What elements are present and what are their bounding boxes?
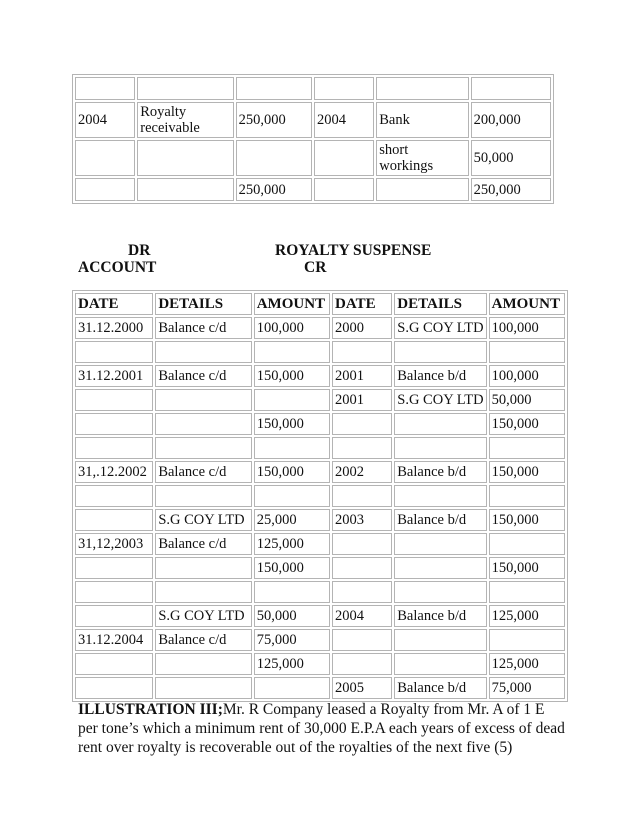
table2-row — [75, 413, 565, 435]
table2-cell: 2002 — [332, 461, 392, 483]
table1-cell — [137, 77, 233, 100]
table2-cell — [394, 629, 486, 651]
table2-cell — [75, 509, 153, 531]
table2-cell: Balance c/d — [155, 365, 251, 387]
table2-row — [75, 509, 565, 531]
table2-row — [75, 605, 565, 627]
table2-cell — [155, 653, 251, 675]
table1-cell — [236, 140, 312, 176]
table2-cell — [332, 557, 392, 579]
table2-cell — [394, 413, 486, 435]
table1-cell — [376, 77, 468, 100]
table2-cell — [332, 533, 392, 555]
table2-cell — [332, 485, 392, 507]
table2-cell: 2001 — [332, 389, 392, 411]
table2-cell — [332, 629, 392, 651]
table2-cell — [394, 533, 486, 555]
table1-cell: 2004 — [314, 102, 374, 138]
table2-cell: 125,000 — [489, 653, 565, 675]
table2-cell — [332, 341, 392, 363]
table2-cell — [75, 341, 153, 363]
table1-row — [75, 102, 551, 138]
table2-cell: 150,000 — [489, 413, 565, 435]
table2-cell: 75,000 — [489, 677, 565, 699]
table2-cell — [489, 485, 565, 507]
table1-cell: 200,000 — [471, 102, 551, 138]
table2-cell — [75, 557, 153, 579]
table2-cell: Balance b/d — [394, 677, 486, 699]
table1-cell — [376, 178, 468, 201]
table2-cell — [332, 581, 392, 603]
table2-cell — [254, 677, 330, 699]
table2-cell — [489, 533, 565, 555]
illustration-label: ILLUSTRATION III; — [78, 701, 223, 718]
royalty-receivable-ledger-table — [72, 74, 554, 204]
table1-cell — [137, 140, 233, 176]
table1-cell — [314, 77, 374, 100]
table2-row — [75, 317, 565, 339]
table2-cell: 125,000 — [254, 653, 330, 675]
table1-cell: 250,000 — [236, 102, 312, 138]
table2-cell: 150,000 — [489, 557, 565, 579]
table2-cell: 50,000 — [254, 605, 330, 627]
table1-cell — [314, 140, 374, 176]
table2-cell — [155, 557, 251, 579]
table2-cell: 150,000 — [254, 365, 330, 387]
table2-header-cell: AMOUNT — [489, 293, 565, 315]
royalty-suspense-ledger-table — [72, 290, 568, 702]
table2-header-cell: DETAILS — [155, 293, 251, 315]
table2-row — [75, 485, 565, 507]
table2-cell — [394, 437, 486, 459]
table1-row — [75, 77, 551, 100]
table2-cell: Balance c/d — [155, 461, 251, 483]
table1-cell: 250,000 — [471, 178, 551, 201]
table2-cell — [394, 653, 486, 675]
table2-cell: 150,000 — [254, 461, 330, 483]
table2-row — [75, 533, 565, 555]
heading-account: ACCOUNT — [78, 259, 157, 276]
table2-cell: 150,000 — [489, 509, 565, 531]
table2-cell: 125,000 — [489, 605, 565, 627]
table2-cell — [75, 437, 153, 459]
table2-row — [75, 677, 565, 699]
table2-cell — [155, 677, 251, 699]
table2-cell — [155, 581, 251, 603]
table2-cell: 2001 — [332, 365, 392, 387]
table1-cell: short workings — [376, 140, 468, 176]
table1-cell: 2004 — [75, 102, 135, 138]
table2-row — [75, 653, 565, 675]
table2-cell: 31.12.2004 — [75, 629, 153, 651]
table2-row — [75, 341, 565, 363]
table2-cell: Balance c/d — [155, 629, 251, 651]
table1-cell — [314, 178, 374, 201]
table2-cell: 150,000 — [254, 413, 330, 435]
table2-cell: 150,000 — [489, 461, 565, 483]
table2-cell: S.G COY LTD — [394, 317, 486, 339]
table2-cell — [332, 413, 392, 435]
table2-cell: Balance c/d — [155, 317, 251, 339]
table2-row — [75, 389, 565, 411]
table2-cell: 31,.12.2002 — [75, 461, 153, 483]
heading-cr: CR — [304, 259, 327, 276]
table2-cell: 2005 — [332, 677, 392, 699]
table2-header-cell: DETAILS — [394, 293, 486, 315]
table2-cell: 31.12.2001 — [75, 365, 153, 387]
table2-cell: 25,000 — [254, 509, 330, 531]
table2-cell — [155, 389, 251, 411]
table1-cell — [471, 77, 551, 100]
table2-cell — [254, 437, 330, 459]
table1-cell: 50,000 — [471, 140, 551, 176]
table2-cell: S.G COY LTD — [394, 389, 486, 411]
table2-row — [75, 365, 565, 387]
table2-header-cell: AMOUNT — [254, 293, 330, 315]
table1-cell — [137, 178, 233, 201]
table1-cell: 250,000 — [236, 178, 312, 201]
table2-cell: 100,000 — [489, 365, 565, 387]
table2-cell: 100,000 — [489, 317, 565, 339]
table2-cell — [155, 437, 251, 459]
table2-cell: S.G COY LTD — [155, 605, 251, 627]
table2-cell: 31,12,2003 — [75, 533, 153, 555]
table2-cell: 31.12.2000 — [75, 317, 153, 339]
table1-cell: Bank — [376, 102, 468, 138]
table2-cell — [75, 413, 153, 435]
table2-cell — [75, 653, 153, 675]
table2-row — [75, 629, 565, 651]
table1-cell: Royalty receivable — [137, 102, 233, 138]
table2-cell: 75,000 — [254, 629, 330, 651]
table1-cell — [75, 178, 135, 201]
table2-row — [75, 461, 565, 483]
table2-cell — [155, 413, 251, 435]
table2-cell — [75, 581, 153, 603]
table2-header-row — [75, 293, 565, 315]
table2-cell — [489, 629, 565, 651]
illustration-text: Mr. R Company leased a Royalty from Mr. A of 1 E per tone’s which a minimum rent of 30,000 E.P.A each years of excess of dead rent over royalty is recoverable out of the royalties of the next five (5) — [78, 701, 565, 756]
table2-cell — [332, 653, 392, 675]
table2-cell — [254, 389, 330, 411]
table2-cell — [155, 341, 251, 363]
table2-cell: 2003 — [332, 509, 392, 531]
table2-cell — [489, 341, 565, 363]
table2-row — [75, 557, 565, 579]
table2-cell: Balance b/d — [394, 509, 486, 531]
table2-cell — [254, 581, 330, 603]
heading-dr: DR — [128, 242, 151, 259]
table2-row — [75, 581, 565, 603]
table2-header-cell: DATE — [75, 293, 153, 315]
table2-cell — [155, 485, 251, 507]
table2-cell — [75, 389, 153, 411]
table2-cell: S.G COY LTD — [155, 509, 251, 531]
table1-row — [75, 140, 551, 176]
table2-cell: 2000 — [332, 317, 392, 339]
table2-row — [75, 437, 565, 459]
table2-cell: Balance c/d — [155, 533, 251, 555]
table1-row — [75, 178, 551, 201]
table2-cell: 50,000 — [489, 389, 565, 411]
table2-cell — [254, 485, 330, 507]
table2-cell — [394, 581, 486, 603]
table2-cell: Balance b/d — [394, 365, 486, 387]
table2-cell — [489, 437, 565, 459]
table2-cell — [75, 485, 153, 507]
table1-cell — [75, 140, 135, 176]
illustration-paragraph — [78, 700, 568, 757]
heading-title: ROYALTY SUSPENSE — [275, 242, 432, 259]
table2-cell: 150,000 — [254, 557, 330, 579]
table2-cell — [489, 581, 565, 603]
table2-cell: Balance b/d — [394, 461, 486, 483]
table1-cell — [236, 77, 312, 100]
table2-header-cell: DATE — [332, 293, 392, 315]
table2-cell — [254, 341, 330, 363]
table2-cell: 100,000 — [254, 317, 330, 339]
table2-cell — [394, 557, 486, 579]
table2-cell: 2004 — [332, 605, 392, 627]
table1-cell — [75, 77, 135, 100]
table2-cell — [75, 605, 153, 627]
table2-cell — [332, 437, 392, 459]
table2-cell — [394, 485, 486, 507]
table2-cell: 125,000 — [254, 533, 330, 555]
table2-cell — [75, 677, 153, 699]
table2-cell — [394, 341, 486, 363]
table2-cell: Balance b/d — [394, 605, 486, 627]
